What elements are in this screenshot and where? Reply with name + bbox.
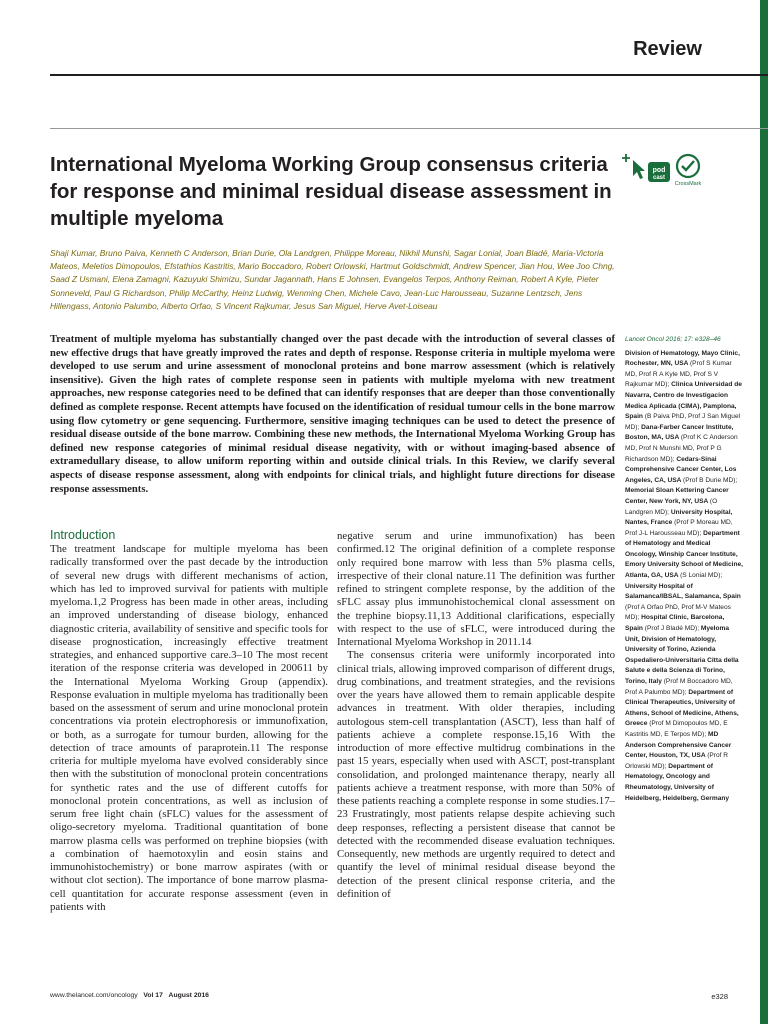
svg-text:cast: cast (652, 175, 666, 181)
affiliation-people: (Prof K C Anderson MD, Prof N Munshi MD, Prof P G Richardson MD); (625, 434, 738, 463)
affiliation-institution: Clinica Universidad de Navarra, Centro de Investigacion Medica Aplicada (CIMA), Pamplona, Spain (625, 381, 742, 421)
affiliation-people: (Prof M Dimopoulos MD, E Kastritis MD, E Terpos MD); (625, 720, 728, 738)
affiliation-institution: Department of Hematology and Medical Oncology, Winship Cancer Institute, Emory University School of Medicine, Atlanta, GA, USA (625, 529, 743, 580)
affiliation-institution: Cedars-Sinai Comprehensive Cancer Center, Los Angeles, CA, USA (625, 455, 737, 484)
body-paragraph: negative serum and urine immunofixation) has been confirmed.12 The original definition of a complete response only required bone marrow with less than 5% plasma cells, irrespective of their clonal nature.11 The definition was further refined to stringent complete response, by the addition of the sFLC assay plus immunohistochemical clonal assessment on the trephine biopsy.11,13 Additional clarifications, especially with respect to the use of sFLC, were introduced during the International Myeloma Workshop in 2011.14 (337, 530, 615, 648)
body-paragraph: The treatment landscape for multiple myeloma has been radically transformed over the past decade by the introduction of several new drugs with different mechanisms of action, which has led to improved survival for patients with multiple myeloma.1,2 Progress has been made in other areas, including an improved understanding of disease biology, enhanced diagnostic criteria, availability of sensitive and specific tools for disease prognostication, increasingly effective treatment strategies, and enhanced supportive care.3–10 The most recent iteration of the response criteria was developed in 200611 by the International Myeloma Working Group (appendix). Response evaluation in multiple myeloma has traditionally been based on the assessment of serum and urine monoclonal protein concentrations via protein electrophoresis or immunofixation, or both, as a surrogate for tumour burden, allowing for the detection of trace amounts of paraprotein.11 The response criteria for multiple myeloma have evolved considerably since then with the substitution of monoclonal protein concentrations for synthetic rates and the use of different cutoffs for monoclonal protein concentrations, as well as inclusion of serum free light chain (sFLC) values for the assessment of oligo-secretory myeloma. Traditional quantitation of bone marrow plasma cells was performed on trephine biopsies (with a combination of haemotoxylin and eosin stains and immunohistochemistry) or bone marrow aspirates (with or without clot section). The importance of bone marrow plasma-cell quantitation for accurate response assessment (even in patients with (50, 543, 328, 913)
article-badges (621, 152, 711, 188)
citation: Lancet Oncol 2016; 17: e328–46 (625, 336, 721, 343)
affiliation-people: (Prof J Bladé MD); (644, 625, 701, 633)
affiliation-people: (Prof S Kumar MD, Prof R A Kyle MD, Prof S V Rajkumar MD); (625, 360, 732, 389)
affiliation-list (625, 349, 743, 805)
affiliation-institution: Division of Hematology, Mayo Clinic, Rochester, MN, USA (625, 349, 740, 368)
journal-url-link[interactable]: www.thelancet.com/oncology (50, 992, 138, 999)
affiliation-institution: Memorial Sloan Kettering Cancer Center, New York, NY, USA (625, 487, 729, 505)
body-column-2 (337, 530, 615, 901)
affiliation-people: (S Lonial MD); (680, 572, 723, 580)
abstract: Treatment of multiple myeloma has substantially changed over the past decade with the introduction of several classes of new effective drugs that have greatly improved the rates and depth of response. Response criteria in multiple myeloma were developed to use serum and urine assessment of monoclonal proteins and bone marrow assessment (which is relatively insensitive). Given the high rates of complete response seen in patients with multiple myeloma with new treatment approaches, new response categories need to be defined that can identify responses that are deeper than those conventionally defined as complete response. Recent attempts have focused on the identification of residual tumour cells in the bone marrow using flow cytometry or gene sequencing. Furthermore, sensitive imaging techniques can be used to detect the presence of residual disease outside of the bone marrow. Combining these new methods, the International Myeloma Working Group has defined new response categories of minimal residual disease negativity, with or without imaging-based absence of extramedullary disease, to allow uniform reporting within and outside clinical trials. In this Review, we clarify several aspects of disease response assessment, along with endpoints for clinical trials, and highlight future directions for disease response assessments. (50, 334, 615, 495)
supplementary-plus-icon[interactable] (622, 154, 630, 162)
body-column-1 (50, 528, 328, 914)
affiliation-people: (B Paiva PhD, Prof J San Miguel MD); (625, 413, 741, 431)
title-rule (50, 128, 768, 129)
crossmark-label: CrossMark (674, 181, 702, 187)
header-rule (50, 74, 768, 76)
section-heading-introduction: Introduction (50, 528, 116, 542)
affiliation-institution: Myeloma Unit, Division of Hematology, University of Torino, Azienda Ospedaliero-Universitaria Citta della Salute e della Scienza di Torino, Torino, Italy (625, 625, 739, 685)
section-label: Review (633, 38, 702, 60)
affiliation-people: (O Landgren MD); (625, 497, 718, 516)
affiliation-institution: University Hospital of Salamanca/IBSAL, Salamanca, Spain (625, 582, 741, 601)
affiliation-institution: Department of Hematology, Oncology and Rheumatology, University of Heidelberg, Heidelberg, Germany (625, 762, 730, 802)
affiliations-sidebar (625, 335, 743, 804)
affiliation-institution: Department of Clinical Therapeutics, University of Athens, School of Medicine, Athens, Greece (625, 688, 739, 728)
footer-journal-info (50, 992, 209, 999)
affiliation-people: (Prof A Orfao PhD, Prof M-V Mateos MD); (625, 603, 731, 622)
cursor-icon (633, 160, 645, 179)
page-number: e328 (711, 992, 728, 1001)
volume: Vol 17 (143, 992, 163, 999)
crossmark-icon[interactable] (675, 155, 702, 187)
issue-date: August 2016 (168, 992, 209, 999)
affiliation-people: (Prof R Orlowski MD); (625, 752, 729, 770)
journal-color-bar (760, 0, 768, 1024)
affiliation-people: (Prof P Moreau MD, Prof J-L Harousseau MD); (625, 519, 733, 537)
author-list: Shaji Kumar, Bruno Paiva, Kenneth C Anderson, Brian Durie, Ola Landgren, Philippe Moreau, Nikhil Munshi, Sagar Lonial, Joan Bladé, Maria-Victoria Mateos, Meletios Dimopoulos, Efstathios Kastritis, Mario Boccadoro, Robert Orlowski, Hartmut Goldschmidt, Andrew Spencer, Jian Hou, Wee Joo Chng, Saad Z Usmani, Elena Zamagni, Kazuyuki Shimizu, Sundar Jagannath, Hans E Johnsen, Evangelos Terpos, Anthony Reiman, Robert A Kyle, Pieter Sonneveld, Paul G Richardson, Philip McCarthy, Heinz Ludwig, Wenming Chen, Michele Cavo, Jean-Luc Harousseau, Suzanne Lentzsch, Jens Hillengass, Antonio Palumbo, Alberto Orfao, S Vincent Rajkumar, Jesus San Miguel, Herve Avet-Loiseau (50, 248, 615, 311)
body-paragraph: The consensus criteria were uniformly incorporated into clinical trials, allowing improved comparison of different drugs, drug combinations, and treatment strategies, and the revisions over the years have allowed them to remain applicable despite advances in treatment. With older therapies, including autologous stem-cell transplantation (ASCT), less than half of patients achieve a complete response.15,16 With the introduction of more effective multidrug combinations in the past 15 years, especially when used with ASCT, post-transplant consolidation, and prolonged maintenance therapy, nearly all patients achieve a treatment response, with more than 50% of these patients reaching a complete response in some studies.17–23 Frustratingly, most patients relapse despite achieving such deep responses, reflecting a persistent disease that cannot be detected with the recommended disease evaluation techniques. Consequently, new methods are urgently required to detect and quantify the level of minimal residual disease beyond the detection of the present clinical response criteria, and the definition of (337, 649, 615, 900)
affiliation-people: (Prof B Durie MD); (683, 476, 738, 484)
affiliation-institution: Dana-Farber Cancer Institute, Boston, MA, USA (625, 423, 734, 442)
affiliation-people: (Prof M Boccadoro MD, Prof A Palumbo MD); (625, 678, 733, 696)
podcast-icon[interactable] (648, 162, 670, 182)
podcast-label: pod (652, 167, 666, 174)
affiliation-institution: Hospital Clinic, Barcelona, Spain (625, 614, 725, 633)
affiliation-institution: University Hospital, Nantes, France (625, 508, 733, 527)
article-title: International Myeloma Working Group consensus criteria for response and minimal residual disease assessment in multiple myeloma (50, 153, 612, 230)
badges-svg (621, 152, 711, 188)
affiliation-institution: MD Anderson Comprehensive Cancer Center, Houston, TX, USA (625, 730, 732, 760)
